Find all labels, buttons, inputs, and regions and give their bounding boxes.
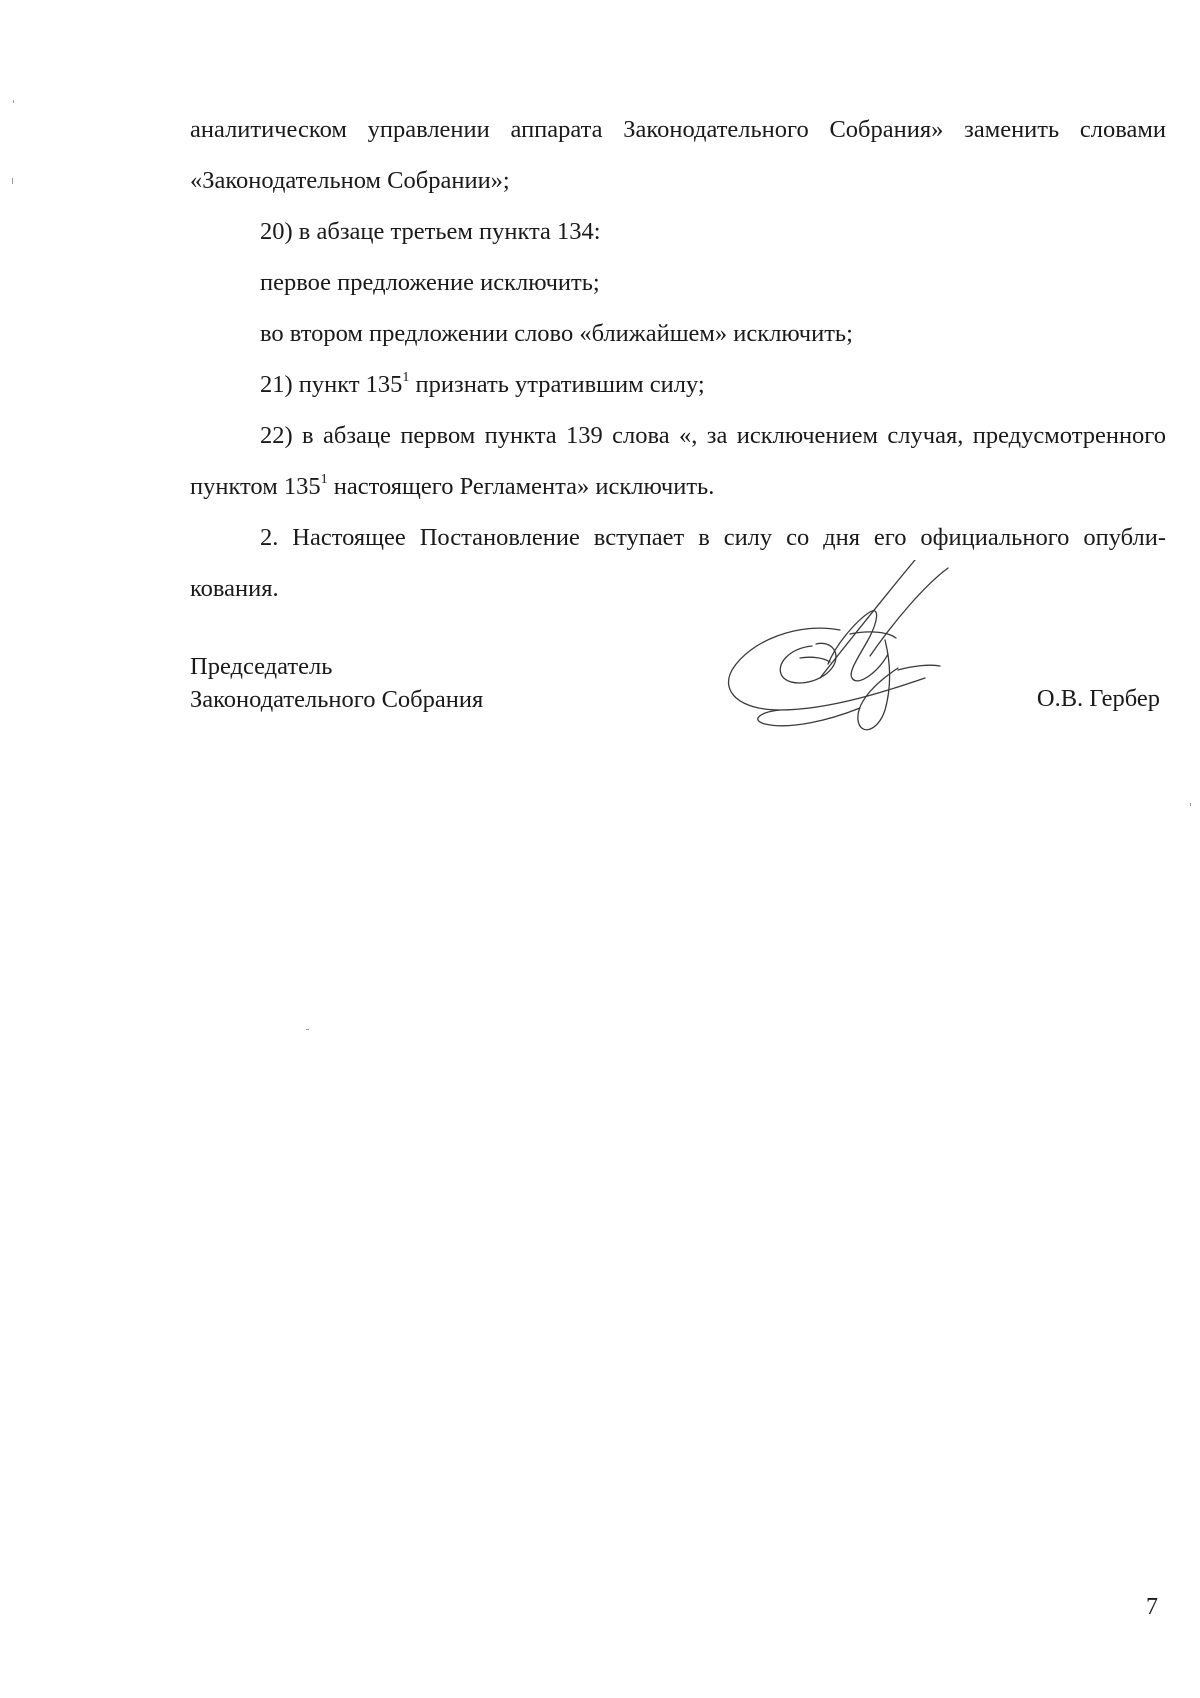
- item-20-heading: 20) в абзаце третьем пункта 134:: [260, 218, 601, 245]
- item-22-text-after: настоящего Регламента» исключить.: [327, 473, 715, 500]
- item-22-superscript: 1: [320, 471, 328, 487]
- item-22: [190, 410, 1166, 512]
- handwritten-signature: [720, 560, 1000, 760]
- signer-name: О.В. Гербер: [1036, 685, 1160, 712]
- document-body: [190, 104, 1166, 614]
- scan-speck: [13, 100, 14, 103]
- item-21-superscript: 1: [402, 369, 410, 385]
- item-20-sentence-2: во втором предложении слово «ближайшем» исключить;: [260, 320, 853, 347]
- chairman-title-line-1: Председатель: [190, 653, 333, 680]
- item-20-sentence-1: первое предложение исключить;: [260, 269, 600, 296]
- item-2: 2. Настоящее Постановление вступает в силу со дня его официального опубликования.: [190, 524, 1166, 602]
- chairman-title-line-2: Законодательного Собрания: [190, 686, 484, 713]
- item-21-text-after: признать утратившим силу;: [409, 371, 705, 398]
- item-21: [190, 359, 1166, 410]
- scan-speck: [306, 1029, 309, 1030]
- chairman-title: [190, 650, 483, 716]
- item-21-text-before: 21) пункт 135: [260, 371, 403, 398]
- scan-speck: [1190, 803, 1191, 806]
- scan-speck: [12, 178, 13, 184]
- page-number: 7: [1146, 1594, 1158, 1620]
- paragraph-continuation: аналитическом управлении аппарата Законодательного Собрания» заменить словами «Законодательном Собрании»;: [190, 116, 1166, 194]
- item-22-text-before: 22) в абзаце первом пункта 139 слова «, за исключением случая, предусмотренного пунктом 135: [190, 422, 1166, 500]
